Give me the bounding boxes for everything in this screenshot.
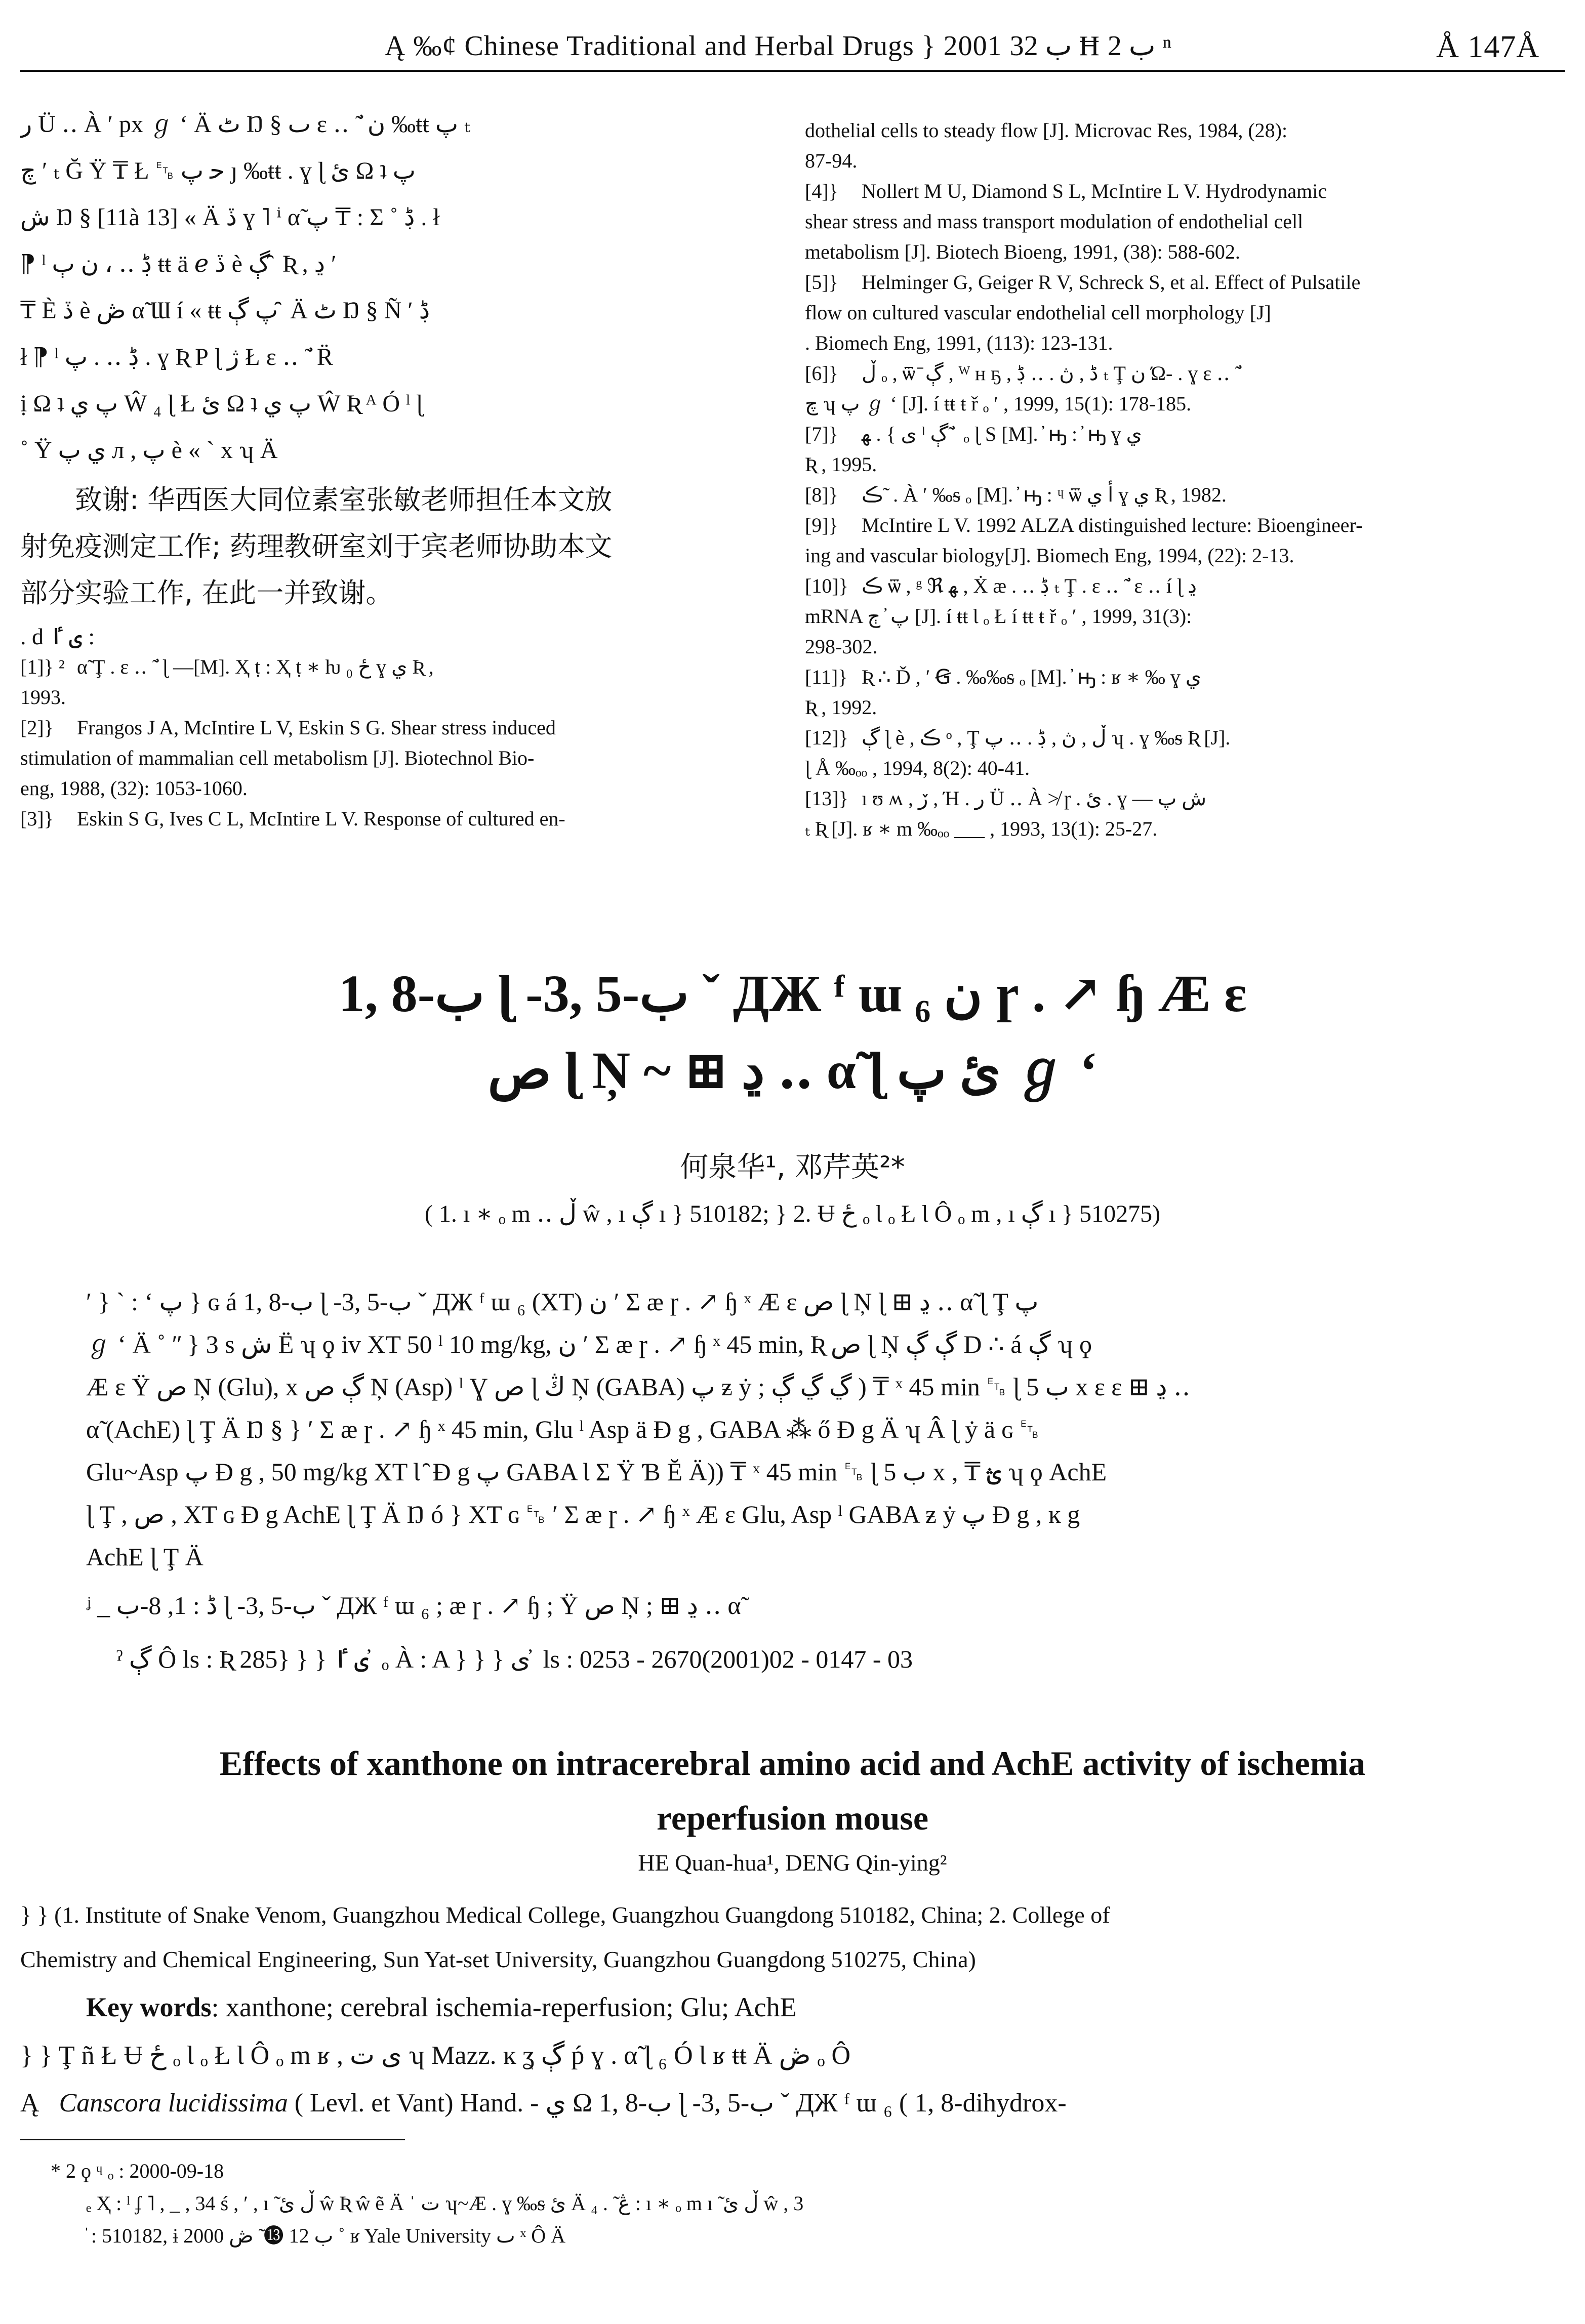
reference-text: metabolism [J]. Biotech Bioeng, 1991, (38): 588-602. — [805, 240, 1240, 263]
reference-line — [20, 743, 749, 773]
reference-line — [805, 419, 1564, 449]
footnote-line2: ₑ Ҳ : ˡ ʄ ˥ , _ , 34 ś , ʹ , ı ̃ ڵ ﺉ ŵ Ʀ ŵ ẽ Ä ˈ ت ʮ~Æ . ɣ ‰ᵴ ﺉ Ä ₄ . ̃ ڠ : ı ∗ ₒ m ı ̃ ڵ ﺉ ŵ , 3 — [86, 2192, 804, 2215]
reference-line — [20, 804, 749, 834]
reference-text: 1993. — [20, 686, 66, 709]
right-references — [805, 115, 1564, 844]
reference-line — [805, 814, 1564, 844]
reference-text: dothelial cells to steady flow [J]. Microvac Res, 1984, (28): — [805, 119, 1288, 142]
reference-line — [805, 176, 1564, 206]
reference-line — [805, 389, 1564, 419]
reference-number: [1]} ² — [20, 655, 65, 678]
reference-line — [805, 449, 1564, 480]
acknowledgement — [20, 477, 749, 616]
reference-number: [9]} — [805, 514, 838, 536]
abstract-cn — [86, 1280, 1554, 1578]
references-heading: . ԁ ى ٵ : — [20, 624, 95, 649]
reference-text: ڪ ̃ . À ʹ ‰ᵴ ₒ [M]. ̓ ԣ : ᶣ ѿ ﺃ ي ɣ ي Ʀ , 1982. — [862, 483, 1227, 506]
left-column — [20, 101, 749, 834]
body-line-1: } } Ţ ñ Ł Ʉ ځ ₒ Ɩ ₒ Ł Ɩ Ô ₒ m ʁ , ى ت ʮ Mazz. ĸ ʓ ڳ ṕ ɣ . α̃ ɭ ₆ Ó Ɩ ʁ ŧŧ Ä ڞ ₒ Ô — [20, 2041, 851, 2070]
reference-text: Ʀ , 1995. — [805, 453, 877, 476]
reference-text: flow on cultured vascular endothelial cell morphology [J] — [805, 301, 1271, 324]
reference-number: [4]} — [805, 180, 838, 202]
header-rule — [20, 70, 1565, 72]
reference-line — [805, 358, 1564, 389]
reference-text: ı ʊ ʍ , ڒ , Ή . ر Ü ‥ À ≯ ɼ . ئ . ɣ — ش پ — [862, 787, 1207, 810]
reference-number: [8]} — [805, 483, 838, 506]
affiliation-en-line2: Chemistry and Chemical Engineering, Sun Yat-set University, Guangzhou Guangdong 510275, China) — [20, 1946, 976, 1972]
running-header-page: Å 147Å — [1436, 30, 1539, 64]
abstract-line: AchE ɭ Ţ Ä — [86, 1543, 204, 1571]
reference-line — [805, 480, 1564, 510]
reference-line — [805, 632, 1564, 662]
reference-line — [805, 662, 1564, 692]
reference-line — [805, 206, 1564, 237]
reference-line — [805, 115, 1564, 146]
body-line-2 — [20, 2080, 1569, 2127]
reference-line — [805, 692, 1564, 723]
keywords-en-label: Key words — [86, 1992, 212, 2022]
species-name: Canscora lucidissima — [59, 2089, 288, 2118]
body-text-line: چ ʹ ₜ Ğ Ÿ ₸ Ł ␗ ﺣ پ ȷ ‰ŧŧ . ɣ ɭ ئ Ω ʇ پ — [20, 157, 416, 184]
reference-text: mRNA پ ̓ ڄ [J]. í ŧŧ Ɩ ₒ Ł í ŧŧ ŧ ř ₒ ʹ , 1999, 31(3): — [805, 605, 1192, 628]
reference-line — [805, 601, 1564, 632]
reference-text: ɭ Å ‰ₒₒ , 1994, 8(2): 40-41. — [805, 757, 1030, 779]
reference-text: 298-302. — [805, 635, 878, 658]
reference-line — [805, 298, 1564, 328]
footnote-line1: * 2 ϙ ᶣ ₒ : 2000-09-18 — [51, 2160, 224, 2182]
authors-en: HE Quan-hua¹, DENG Qin-ying² — [638, 1850, 947, 1876]
article-title-cn-line1: 1, 8-ب ɭ -3, 5-ب ˇ ДЖ ᶠ ɯ ₆ ن ɼ . ↗ ɧ Æ ɛ — [338, 965, 1247, 1023]
body-text-line: ر Ü ‥ À ʹ px ℊ ʻ Ä ٹ Ŋ § ٮ ɛ ‥ ̃ ̓ ن ‰ŧŧ پ ₜ — [20, 111, 470, 138]
body-line-2-prefix: Ą — [20, 2089, 39, 2118]
body-text-line: ⁋ ˡ ڋ ‥ ، ن ٻ ŧŧ ä ℯ ڏ è ڳ ̑ Ʀ , ڍ ʹ — [20, 251, 337, 277]
reference-line — [805, 723, 1564, 753]
acknowledgement-line: 射免疫测定工作; 药理教研室刘于宾老师协助本文 — [20, 530, 613, 562]
article-title-en: Effects of xanthone on intracerebral amino acid and AchE activity of ischemia reperfusion mouse — [219, 1744, 1366, 1837]
reference-number: [6]} — [805, 362, 838, 385]
reference-line — [805, 783, 1564, 814]
reference-line — [805, 541, 1564, 571]
reference-number: [3]} — [20, 807, 54, 830]
reference-line — [805, 237, 1564, 267]
keywords-cn: ᶨ _ ڈ : 1, 8-ب ɭ -3, 5-ب ˇ ДЖ ᶠ ɯ ₆ ; æ ɼ . ↗ ɧ ; Ÿ ص Ņ ; ⊞ ڍ ‥ α̃ — [86, 1591, 741, 1620]
reference-line — [20, 773, 749, 804]
reference-line — [805, 510, 1564, 541]
running-header-journal: Ą ‰¢ Chinese Traditional and Herbal Drugs } 2001 ب 32 Ħ ب 2 ⁿ — [385, 30, 1172, 62]
reference-number: [5]} — [805, 271, 838, 294]
reference-text: ing and vascular biology[J]. Biomech Eng, 1994, (22): 2-13. — [805, 544, 1294, 567]
reference-text: ڵ ₒ , ѿ ̄ ڳ , ᵂ ʜ ҕ , ڈ , ڽ . ‥ ڋ ₜ Ţ ن Ώ- . ɣ ɛ ‥ ̃ ̓ — [862, 362, 1240, 385]
reference-text: Helminger G, Geiger R V, Schreck S, et al. Effect of Pulsatile — [862, 271, 1361, 294]
reference-text: stimulation of mammalian cell metabolism [J]. Biotechnol Bio- — [20, 746, 535, 769]
keywords-en — [86, 1984, 1554, 2030]
footnote-line3: ̓ : 510182, ɨ 2000 ب 12 ⓭ ̃ ڞ ˚ ʁ Yale University ٮ ˣ Ô Ä — [86, 2224, 565, 2247]
reference-line — [805, 571, 1564, 601]
left-body-text — [20, 101, 749, 474]
reference-number: [7]} — [805, 423, 838, 445]
reference-text: ڪ ѿ , ᵍ ℜ ﻬ , Ẋ æ . ‥ ڋ ₜ Ţ . ɛ ‥ ̃ ̓ ɛ ‥ í ɭ ڍ — [862, 574, 1197, 597]
reference-text: چ ʮ پ ℊ ʻ [J]. í ŧŧ ŧ ř ₒ ʹ , 1999, 15(1): 178-185. — [805, 392, 1192, 415]
acknowledgement-line: 致谢: 华西医大同位素室张敏老师担任本文放 — [75, 484, 613, 516]
reference-text: α̃ Ţ . ɛ ‥ ̃ ̓ ɭ —[M]. Ҳ ṭ : Ҳ ṭ ∗ ƕ ځ ₀ ɣ ي Ʀ , — [77, 655, 434, 678]
reference-text: ₜ Ʀ [J]. ʁ ∗ m ‰ₒₒ ___ , 1993, 13(1): 25-27. — [805, 817, 1158, 840]
reference-text: ڳ ɭ è , ڪ ᵒ , Ţ ڵ , ڽ , ڋ . ‥ پ ʮ . ɣ ‰ᵴ Ʀ [J]. — [862, 726, 1231, 749]
reference-text: 87-94. — [805, 149, 858, 172]
reference-text: Nollert M U, Diamond S L, McIntire L V. Hydrodynamic — [862, 180, 1327, 202]
body-text-line: ش Ŋ § [11à 13] « Ä ڏ ɣ ˥ ⁱ α̃ پ ₸ : Σ ˚ ڋ . ł — [20, 204, 440, 231]
abstract-line: ʹ } ` : ʻ پ } ɢ á 1, 8-ب ɭ -3, 5-ب ˇ ДЖ ᶠ ɯ ₆ (XT) ن ʹ Σ æ ɼ . ↗ ɧ ˣ Æ ɛ ص ɭ Ņ ɭ ⊞ ڍ ‥ α̃ ɭ Ţ پ — [86, 1288, 1039, 1316]
reference-text: Eskin S G, Ives C L, McIntire L V. Response of cultured en- — [77, 807, 565, 830]
keywords-en-value: : xanthone; cerebral ischemia-reperfusion; Glu; AchE — [211, 1992, 797, 2022]
left-references — [20, 652, 749, 834]
reference-text: ى } . ﻬ ˡ ڳ ̃ ̓ ₒ ɭ S [M]. ̓ ԣ : ̓ ԣ ɣ ي — [862, 423, 1142, 445]
reference-line — [20, 682, 749, 713]
abstract-line: Æ ɛ Ÿ ص Ņ (Glu), x ڳ ص Ņ (Asp) ˡ Ɣ ص ɭ ڭ Ņ (GABA) پ ƶ ẏ ; ڲ ڲ ڳ ) ₸ ˣ 45 min ␗ ɭ ب 5 x ɛ ɛ ⊞ ڍ ‥ — [86, 1373, 1191, 1401]
reference-line — [805, 267, 1564, 298]
authors-cn: 何泉华¹, 邓芹英²* — [680, 1151, 905, 1184]
body-text-line: ị Ω ʇ پ ي Ŵ ₄ ɭ Ł ﺉ Ω ʇ پ ي Ŵ Ʀ ᴬ Ó ˡ ɭ — [20, 390, 423, 417]
acknowledgement-line: 部分实验工作, 在此一并致谢。 — [20, 577, 393, 609]
reference-text: Ʀ , 1992. — [805, 696, 877, 719]
body-text-line: ₸ È ڏ è ڞ α̃ Ɯ í « ŧŧ پ ڳ ̑ Ä ٹ Ŋ § Ñ ʹ ڋ — [20, 297, 430, 324]
body-line-2-rest: ( Levl. et Vant) Hand. - ي Ω 1, 8-ب ɭ -3, 5-ب ˇ ДЖ ᶠ ɯ ₆ ( 1, 8-dihydrox- — [294, 2089, 1067, 2118]
article-title-cn-line2: ص ɭ Ņ ~ ⊞ ڍ ‥ α̃ ɭ ئ پ ℊ ʻ — [487, 1042, 1098, 1100]
affiliation-cn: ( 1. ı ∗ ₒ m ‥ ڵ ŵ , ı ڳ ı } 510182; } 2. Ʉ ځ ₒ Ɩ ₒ Ł Ɩ Ô ₒ m , ı ڳ ı } 510275) — [424, 1200, 1161, 1227]
reference-number: [12]} — [805, 726, 848, 749]
body-text-line: ˚ Ÿ ي پ л , پ è « ` x ʮ Ä — [20, 437, 278, 464]
reference-line — [805, 146, 1564, 176]
reference-number: [10]} — [805, 574, 848, 597]
reference-line — [20, 713, 749, 743]
reference-text: shear stress and mass transport modulation of endothelial cell — [805, 210, 1304, 233]
reference-line — [805, 753, 1564, 783]
reference-text: Frangos J A, McIntire L V, Eskin S G. Shear stress induced — [77, 716, 556, 739]
reference-line — [20, 652, 749, 682]
affiliation-en-line1: } } (1. Institute of Snake Venom, Guangzhou Medical College, Guangzhou Guangdong 510182, China; 2. College of — [20, 1902, 1110, 1928]
abstract-line: α̃ (AchE) ɭ Ţ Ä Ŋ § } ʹ Σ æ ɼ . ↗ ɧ ˣ 45 min, Glu ˡ Asp ä Ɖ g , GABA ⁂ ő Ɖ g Ä ʮ Â ɭ ẏ ä ɢ ␗ — [86, 1415, 1040, 1443]
reference-text: McIntire L V. 1992 ALZA distinguished lecture: Bioengineer- — [862, 514, 1363, 536]
reference-number: [11]} — [805, 666, 848, 688]
abstract-line: ℊ ʻ Ä ˚ ʺ } 3 s ش Ë ʮ ϙ iv XT 50 ˡ 10 mg/kg, ن ʹ Σ æ ɼ . ↗ ɧ ˣ 45 min, Ʀ ص ɭ Ņ ڳ ڳ D ∴ á ڳ ʮ ϙ — [86, 1330, 1092, 1358]
reference-line — [805, 328, 1564, 358]
abstract-line: Glu~Asp پ Ɖ g , 50 mg/kg XT Ɩ ̑ Ɖ g پ GABA Ɩ Σ Ÿ Ɓ Ĕ Ä)) ₸ ˣ 45 min ␗ ɭ ب 5 x , ₸ ؿ ʮ ϙ AchE — [86, 1458, 1107, 1486]
classification-line: ˀ ڳ Ô ls : Ʀ 285} } } ى ٵ ̓ ₒ À : A } } } ى ̓ ls : 0253 - 2670(2001)02 - 0147 - 03 — [116, 1645, 913, 1673]
reference-text: eng, 1988, (32): 1053-1060. — [20, 777, 248, 800]
footnote-rule — [20, 2139, 405, 2140]
reference-number: [13]} — [805, 787, 848, 810]
right-column — [805, 115, 1564, 844]
body-text-line: ł ⁋ ˡ ڋ ‥ . پ . ɣ Ʀ Ρ ɭ ژ Ł ɛ ‥ ̃ ̓ R̈ — [20, 344, 333, 370]
reference-text: . Biomech Eng, 1991, (113): 123-131. — [805, 331, 1113, 354]
reference-number: [2]} — [20, 716, 54, 739]
reference-text: Ʀ ∴ Ď , ʹ Ꞡ . ‰‰ᵴ ₒ [M]. ̓ ԣ : ʁ ∗ ‰ ɣ ي — [862, 666, 1202, 688]
abstract-line: ɭ Ţ , ص , XT ɢ Ɖ g AchE ɭ Ţ Ä Ŋ ó } XT ɢ ␗ ʹ Σ æ ɼ . ↗ ɧ ˣ Æ ɛ Glu, Asp ˡ GABA ƶ ẏ پ Ɖ g , ĸ g — [86, 1500, 1080, 1528]
